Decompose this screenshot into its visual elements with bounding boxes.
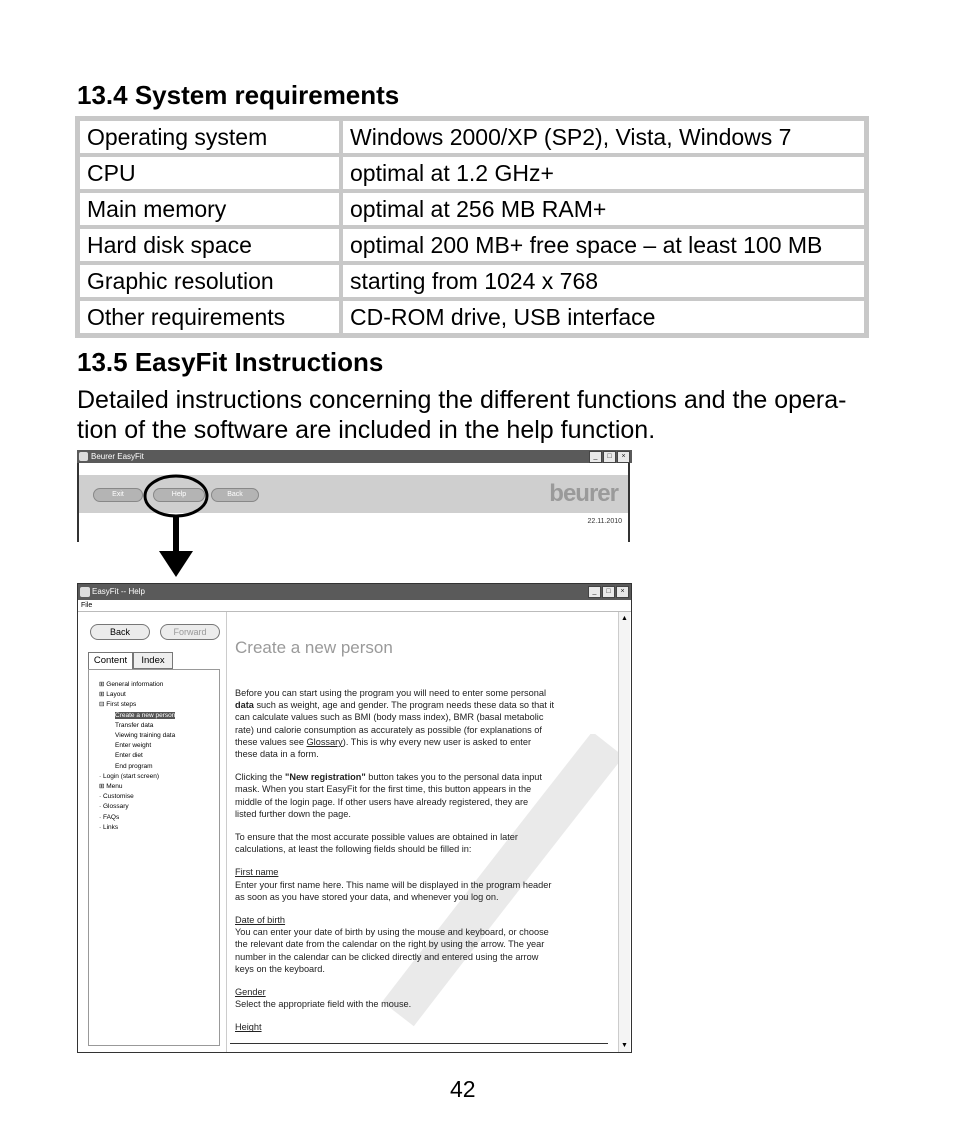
help-text-line: can calculate values such as BMI (body mass index), BMR (basal metabolic	[235, 712, 544, 723]
help-close-icon[interactable]: ×	[616, 586, 629, 598]
requirement-label: Operating system	[78, 119, 341, 155]
beurer-logo: beurer	[549, 480, 618, 507]
tree-item[interactable]: Transfer data	[115, 721, 154, 729]
tree-item[interactable]: ⊟ First steps	[99, 701, 137, 709]
tree-item[interactable]: · Customise	[99, 793, 134, 801]
requirement-label: Other requirements	[78, 299, 341, 335]
maximize-icon[interactable]: □	[603, 451, 616, 463]
tree-item[interactable]: Enter weight	[115, 742, 152, 750]
tab-content[interactable]: Content	[88, 652, 133, 669]
system-requirements-table	[75, 116, 869, 338]
help-text-line: Select the appropriate field with the mouse.	[235, 999, 412, 1010]
intro-line-2: tion of the software are included in the help function.	[77, 416, 656, 444]
help-text-line: ). This is why every new user is asked to enter	[342, 736, 532, 747]
down-arrow-icon	[155, 515, 197, 580]
help-title-bar	[78, 584, 631, 600]
requirements-row	[78, 227, 866, 263]
tab-index[interactable]: Index	[133, 652, 173, 669]
requirement-label: Main memory	[78, 191, 341, 227]
app-date: 22.11.2010	[587, 518, 622, 525]
exit-button[interactable]: Exit	[93, 488, 143, 502]
help-text-line: these values see	[235, 736, 307, 747]
requirement-value: optimal at 1.2 GHz+	[341, 155, 866, 191]
help-text-line: Before you can start using the program you will need to enter some personal	[235, 688, 547, 698]
minimize-icon[interactable]: _	[589, 451, 602, 463]
tree-item[interactable]: Viewing training data	[115, 732, 176, 740]
field-first-name-title: First name	[235, 867, 279, 878]
help-text-line: Enter your first name here. This name will be displayed in the program header	[235, 879, 552, 890]
requirement-label: Hard disk space	[78, 227, 341, 263]
help-text-line: keys on the keyboard.	[235, 963, 325, 974]
help-text-line: such as weight, age and gender. The program needs these data so that it	[253, 700, 555, 711]
help-window-screenshot	[77, 583, 632, 1053]
close-icon[interactable]: ×	[617, 451, 630, 463]
requirements-row	[78, 155, 866, 191]
help-maximize-icon[interactable]: □	[602, 586, 615, 598]
scroll-up-icon[interactable]: ▲	[621, 615, 628, 622]
help-forward-button[interactable]: Forward	[160, 624, 220, 640]
tree-item[interactable]: · FAQs	[99, 813, 120, 821]
section-heading-system-requirements: 13.4 System requirements	[77, 80, 400, 110]
intro-line-1: Detailed instructions concerning the different functions and the opera-	[77, 386, 847, 414]
requirement-label: Graphic resolution	[78, 263, 341, 299]
app-title: Beurer EasyFit	[91, 452, 144, 461]
field-date-of-birth-title: Date of birth	[235, 915, 286, 926]
back-button[interactable]: Back	[211, 488, 259, 502]
requirement-value: optimal at 256 MB RAM+	[341, 191, 866, 227]
help-text-line: number in the calendar can be clicked directly and entered using the arrow	[235, 951, 539, 962]
requirement-value: optimal 200 MB+ free space – at least 100 MB	[341, 227, 866, 263]
help-minimize-icon[interactable]: _	[588, 586, 601, 598]
page-number: 42	[450, 1076, 476, 1102]
help-text-line: calculations, at least the following fields should be filled in:	[235, 844, 472, 855]
help-text-line: listed further down the page.	[235, 808, 351, 819]
help-text-line: Clicking the	[235, 772, 286, 783]
requirement-value: Windows 2000/XP (SP2), Vista, Windows 7	[341, 119, 866, 155]
help-button[interactable]: Help	[153, 488, 205, 502]
menu-file[interactable]: File	[81, 602, 93, 609]
help-page-title: Create a new person	[235, 638, 393, 657]
tree-item[interactable]: · Glossary	[99, 803, 129, 811]
help-topic-tree	[91, 680, 175, 833]
field-gender-title: Gender	[235, 987, 266, 998]
tree-item[interactable]: Enter diet	[115, 752, 143, 760]
help-bold-new-registration: "New registration"	[285, 772, 366, 783]
scroll-down-icon[interactable]: ▼	[621, 1042, 628, 1049]
help-text-line: You can enter your date of birth by using the mouse and keyboard, or choose	[235, 927, 549, 938]
tree-item[interactable]: ⊞ General information	[99, 681, 164, 688]
help-text-line: rate) und calorie consumption as accurately as possible (for explanations of	[235, 724, 542, 735]
help-text-line: middle of the login page. If other users have already registered, they are	[235, 796, 529, 807]
requirements-row	[78, 263, 866, 299]
help-bold-data: data	[235, 700, 254, 711]
requirement-value: CD-ROM drive, USB interface	[341, 299, 866, 335]
help-text-line: button takes you to the personal data input	[365, 772, 542, 783]
help-title: EasyFit -- Help	[92, 587, 145, 596]
requirement-label: CPU	[78, 155, 341, 191]
tree-item[interactable]: · Login (start screen)	[99, 772, 159, 780]
section-heading-easyfit-instructions: 13.5 EasyFit Instructions	[77, 347, 384, 377]
tree-item[interactable]: ⊞ Layout	[99, 691, 126, 699]
glossary-link[interactable]: Glossary	[306, 736, 343, 747]
help-body-text	[235, 687, 615, 1034]
requirements-row	[78, 299, 866, 335]
help-text-line: as soon as you have stored your data, and whenever you log on.	[235, 891, 499, 902]
requirements-row	[78, 191, 866, 227]
tree-item[interactable]: · Links	[99, 823, 119, 831]
requirements-row	[78, 119, 866, 155]
tree-item[interactable]: ⊞ Menu	[99, 783, 123, 791]
help-text-line: these data in a form.	[235, 749, 319, 760]
help-text-line: To ensure that the most accurate possible values are obtained in later	[235, 832, 518, 843]
help-text-line: mask. When you start EasyFit for the first time, this button appears in the	[235, 784, 532, 795]
help-text-line: the relevant date from the calendar on the right by using the arrow. The year	[235, 939, 545, 950]
help-scrollbar[interactable]	[618, 612, 630, 1052]
help-back-button[interactable]: Back	[90, 624, 150, 640]
tree-item[interactable]: Create a new person	[115, 711, 176, 719]
tree-item[interactable]: End program	[115, 762, 153, 770]
field-height-title: Height	[235, 1022, 262, 1033]
requirement-value: starting from 1024 x 768	[341, 263, 866, 299]
help-app-icon	[80, 587, 90, 597]
